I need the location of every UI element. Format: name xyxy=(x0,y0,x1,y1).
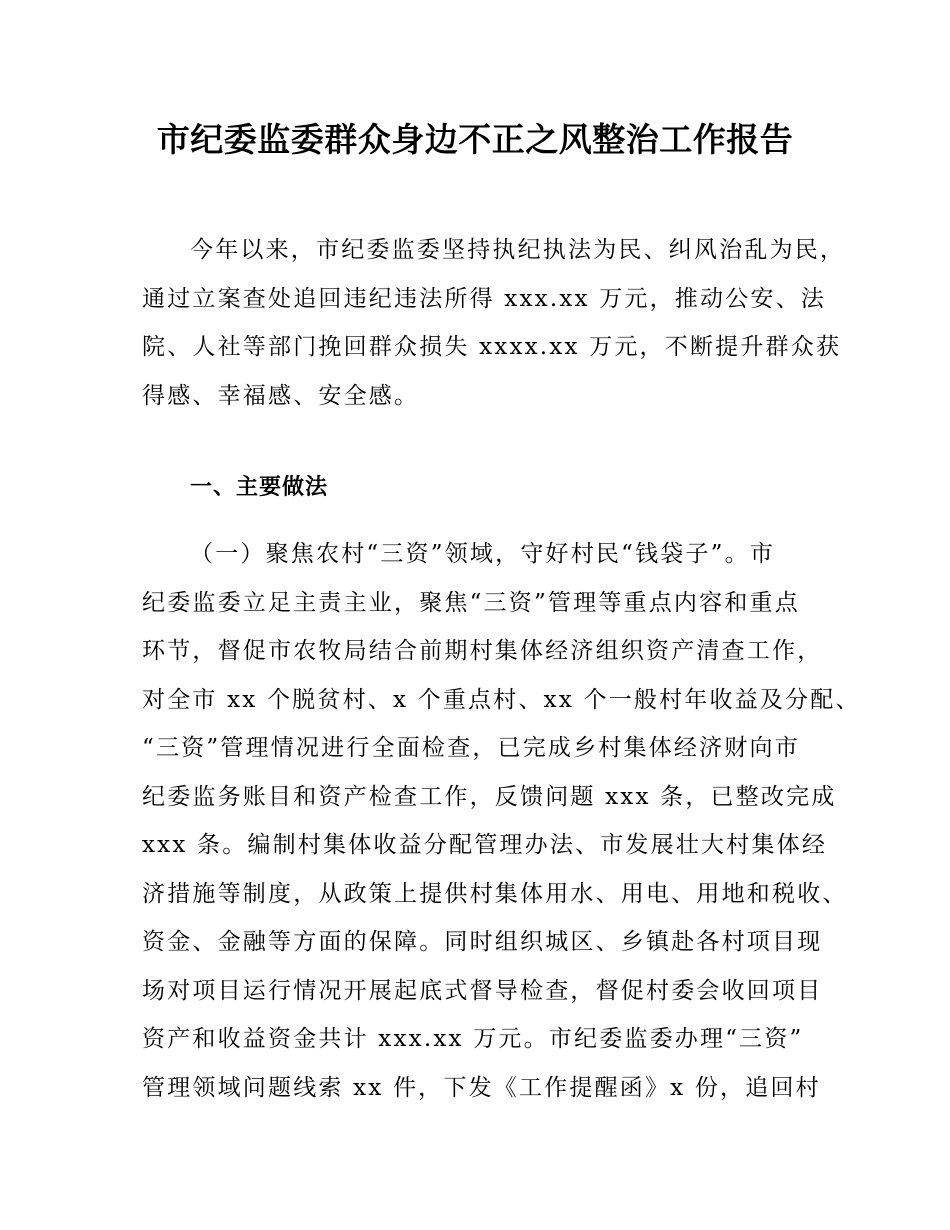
paragraph-line: “三资”管理情况进行全面检查，已完成乡村集体经济财向市 xyxy=(142,735,800,761)
paragraph-line: xxx 条。编制村集体收益分配管理办法、市发展壮大村集体经 xyxy=(142,832,828,858)
paragraph-line: 环节，督促市农牧局结合前期村集体经济组织资产清查工作， xyxy=(142,638,823,664)
document-title: 市纪委监委群众身边不正之风整治工作报告 xyxy=(156,120,794,159)
paragraph-line: 院、人社等部门挽回群众损失 xxxx.xx 万元，不断提升群众获 xyxy=(142,334,842,360)
paragraph-line: （一）聚焦农村“三资”领域，守好村民“钱袋子”。市 xyxy=(190,541,776,567)
paragraph-line: 纪委监务账目和资产检查工作，反馈问题 xxx 条，已整改完成 xyxy=(142,783,837,810)
intro-paragraph xyxy=(142,226,846,420)
section-paragraph xyxy=(142,530,861,1112)
paragraph-line: 纪委监委立足主责主业，聚焦“三资”管理等重点内容和重点 xyxy=(142,589,800,616)
paragraph-line: 通过立案查处追回违纪违法所得 xxx.xx 万元，推动公安、法 xyxy=(142,285,826,312)
paragraph-line: 得感、幸福感、安全感。 xyxy=(142,382,420,409)
paragraph-line: 资产和收益资金共计 xxx.xx 万元。市纪委监委办理“三资” xyxy=(142,1026,804,1052)
paragraph-line: 资金、金融等方面的保障。同时组织城区、乡镇赴各村项目现 xyxy=(142,929,823,955)
paragraph-line: 济措施等制度，从政策上提供村集体用水、用电、用地和税收、 xyxy=(142,880,848,907)
paragraph-line: 今年以来，市纪委监委坚持执纪执法为民、纠风治乱为民， xyxy=(190,237,846,263)
section-heading: 一、主要做法 xyxy=(190,475,329,500)
paragraph-line: 对全市 xx 个脱贫村、x 个重点村、xx 个一般村年收益及分配、 xyxy=(142,686,861,713)
paragraph-line: 场对项目运行情况开展起底式督导检查，督促村委会收回项目 xyxy=(142,977,823,1004)
paragraph-line: 管理领域问题线索 xx 件，下发《工作提醒函》x 份，追回村 xyxy=(142,1074,821,1101)
